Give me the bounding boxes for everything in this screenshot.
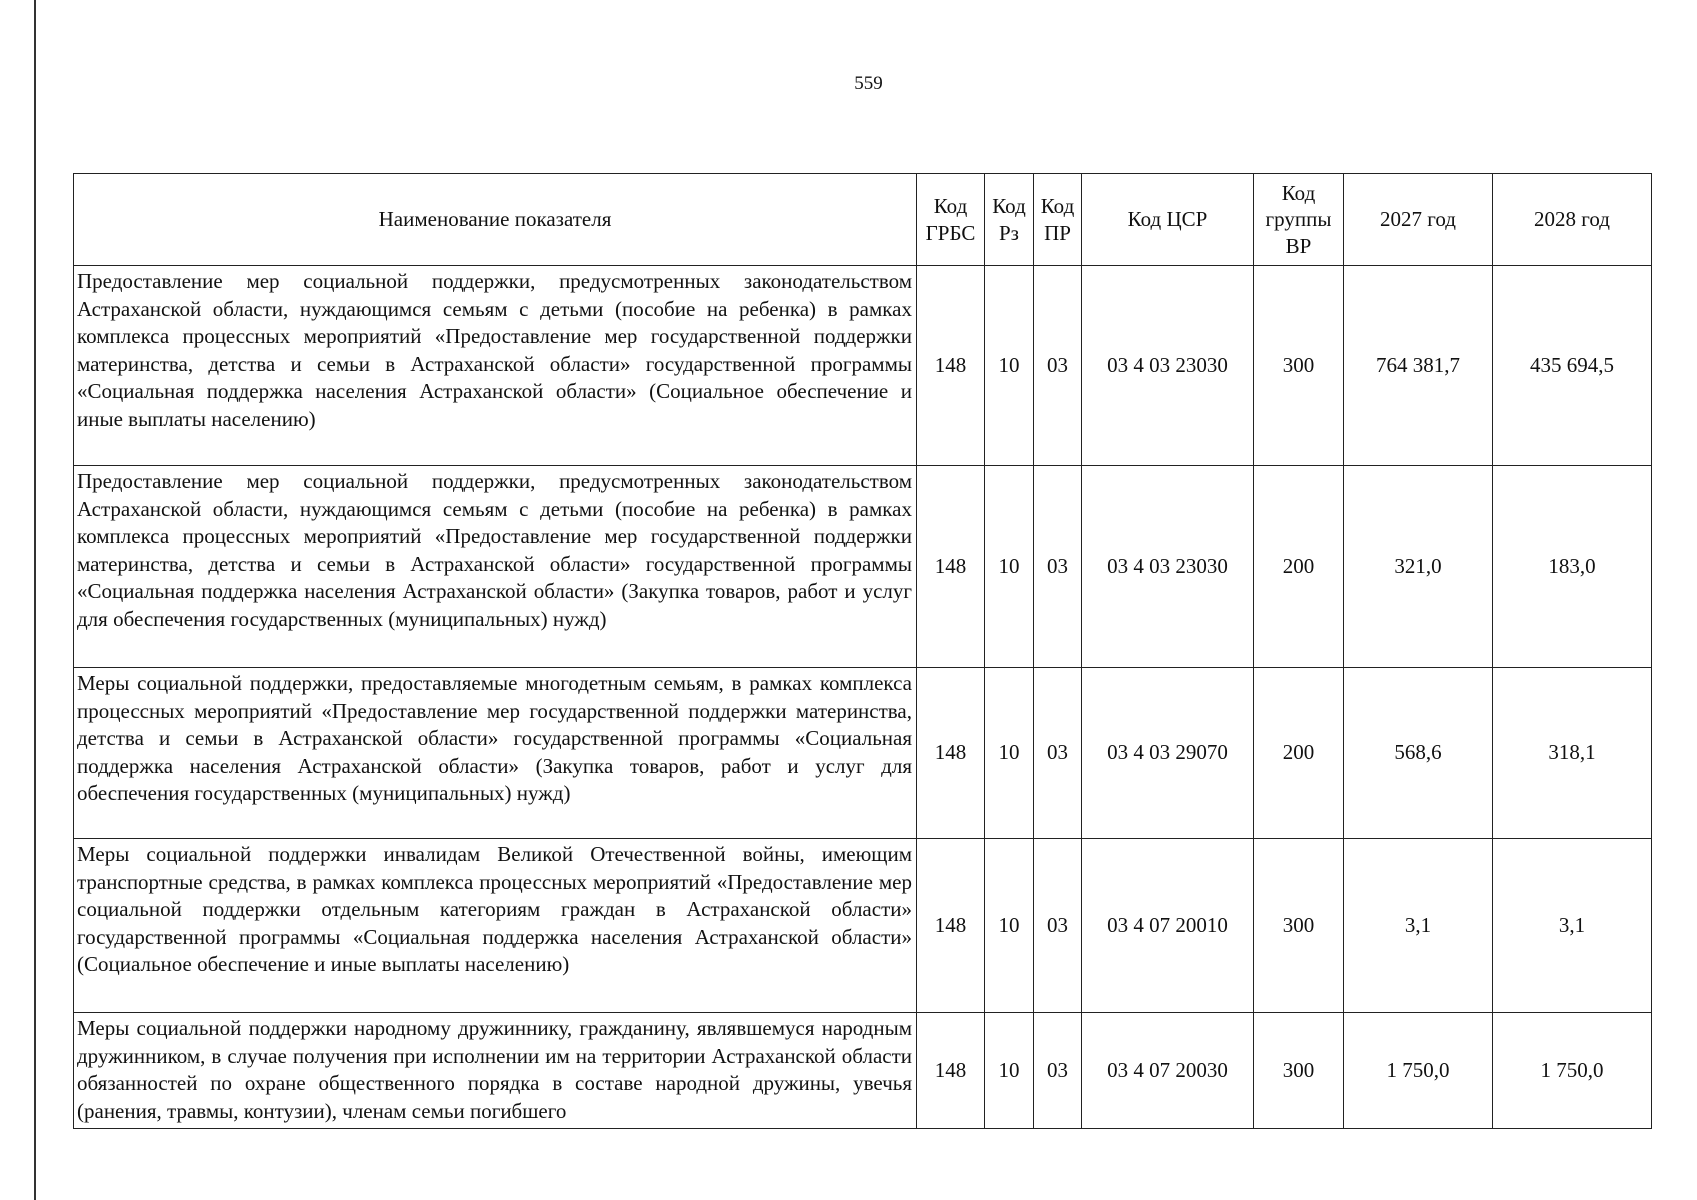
cell-name: Предоставление мер социальной поддержки, предусмотренных законодательством Астраханской области, нуждающимся семьям с детьми (пособие на ребенка) в рамках комплекса процессных мероприятий «Предоставление мер государственной поддержки материнства, детства и семьи в Астраханской области» государственной программы «Социальная поддержка населения Астраханской области» (Социальное обеспечение и иные выплаты населению) [74, 266, 917, 466]
table-header-row [74, 174, 1652, 266]
cell-csr: 03 4 03 23030 [1082, 266, 1254, 466]
cell-grbs: 148 [917, 668, 985, 839]
cell-rz: 10 [985, 839, 1034, 1013]
cell-2027: 1 750,0 [1344, 1013, 1493, 1129]
header-2027: 2027 год [1344, 174, 1493, 266]
cell-2027: 764 381,7 [1344, 266, 1493, 466]
cell-vr: 200 [1254, 668, 1344, 839]
cell-grbs: 148 [917, 466, 985, 668]
header-rz: Код Рз [985, 174, 1034, 266]
binding-edge-line [34, 0, 36, 1200]
cell-vr: 300 [1254, 839, 1344, 1013]
cell-csr: 03 4 07 20030 [1082, 1013, 1254, 1129]
cell-vr: 200 [1254, 466, 1344, 668]
cell-2028: 183,0 [1493, 466, 1652, 668]
cell-2028: 3,1 [1493, 839, 1652, 1013]
cell-vr: 300 [1254, 1013, 1344, 1129]
header-name: Наименование показателя [74, 174, 917, 266]
table-row [74, 839, 1652, 1013]
cell-csr: 03 4 03 29070 [1082, 668, 1254, 839]
header-csr: Код ЦСР [1082, 174, 1254, 266]
table-row [74, 1013, 1652, 1129]
cell-grbs: 148 [917, 266, 985, 466]
cell-pr: 03 [1034, 1013, 1082, 1129]
header-pr: Код ПР [1034, 174, 1082, 266]
cell-rz: 10 [985, 266, 1034, 466]
cell-pr: 03 [1034, 466, 1082, 668]
page-number: 559 [854, 73, 883, 94]
cell-grbs: 148 [917, 1013, 985, 1129]
cell-pr: 03 [1034, 266, 1082, 466]
cell-2027: 3,1 [1344, 839, 1493, 1013]
cell-name: Предоставление мер социальной поддержки, предусмотренных законодательством Астраханской области, нуждающимся семьям с детьми (пособие на ребенка) в рамках комплекса процессных мероприятий «Предоставление мер государственной поддержки материнства, детства и семьи в Астраханской области» государственной программы «Социальная поддержка населения Астраханской области» (Закупка товаров, работ и услуг для обеспечения государственных (муниципальных) нужд) [74, 466, 917, 668]
cell-rz: 10 [985, 668, 1034, 839]
cell-csr: 03 4 07 20010 [1082, 839, 1254, 1013]
cell-grbs: 148 [917, 839, 985, 1013]
cell-name: Меры социальной поддержки, предоставляемые многодетным семьям, в рамках комплекса процессных мероприятий «Предоставление мер государственной поддержки материнства, детства и семьи в Астраханской области» государственной программы «Социальная поддержка населения Астраханской области» (Закупка товаров, работ и услуг для обеспечения государственных (муниципальных) нужд) [74, 668, 917, 839]
cell-2028: 435 694,5 [1493, 266, 1652, 466]
table-row [74, 466, 1652, 668]
table-row [74, 266, 1652, 466]
cell-2028: 318,1 [1493, 668, 1652, 839]
table-row [74, 668, 1652, 839]
budget-table [73, 173, 1652, 1129]
cell-csr: 03 4 03 23030 [1082, 466, 1254, 668]
cell-name: Меры социальной поддержки инвалидам Великой Отечественной войны, имеющим транспортные средства, в рамках комплекса процессных мероприятий «Предоставление мер социальной поддержки отдельным категориям граждан в Астраханской области» государственной программы «Социальная поддержка населения Астраханской области» (Социальное обеспечение и иные выплаты населению) [74, 839, 917, 1013]
cell-pr: 03 [1034, 839, 1082, 1013]
cell-rz: 10 [985, 1013, 1034, 1129]
header-vr: Код группы ВР [1254, 174, 1344, 266]
cell-vr: 300 [1254, 266, 1344, 466]
cell-rz: 10 [985, 466, 1034, 668]
cell-name: Меры социальной поддержки народному дружиннику, гражданину, являвшемуся народным дружинником, в случае получения при исполнении им на территории Астраханской области обязанностей по охране общественного порядка в составе народной дружины, увечья (ранения, травмы, контузии), членам семьи погибшего [74, 1013, 917, 1129]
cell-pr: 03 [1034, 668, 1082, 839]
header-grbs: Код ГРБС [917, 174, 985, 266]
cell-2027: 568,6 [1344, 668, 1493, 839]
cell-2027: 321,0 [1344, 466, 1493, 668]
header-2028: 2028 год [1493, 174, 1652, 266]
cell-2028: 1 750,0 [1493, 1013, 1652, 1129]
